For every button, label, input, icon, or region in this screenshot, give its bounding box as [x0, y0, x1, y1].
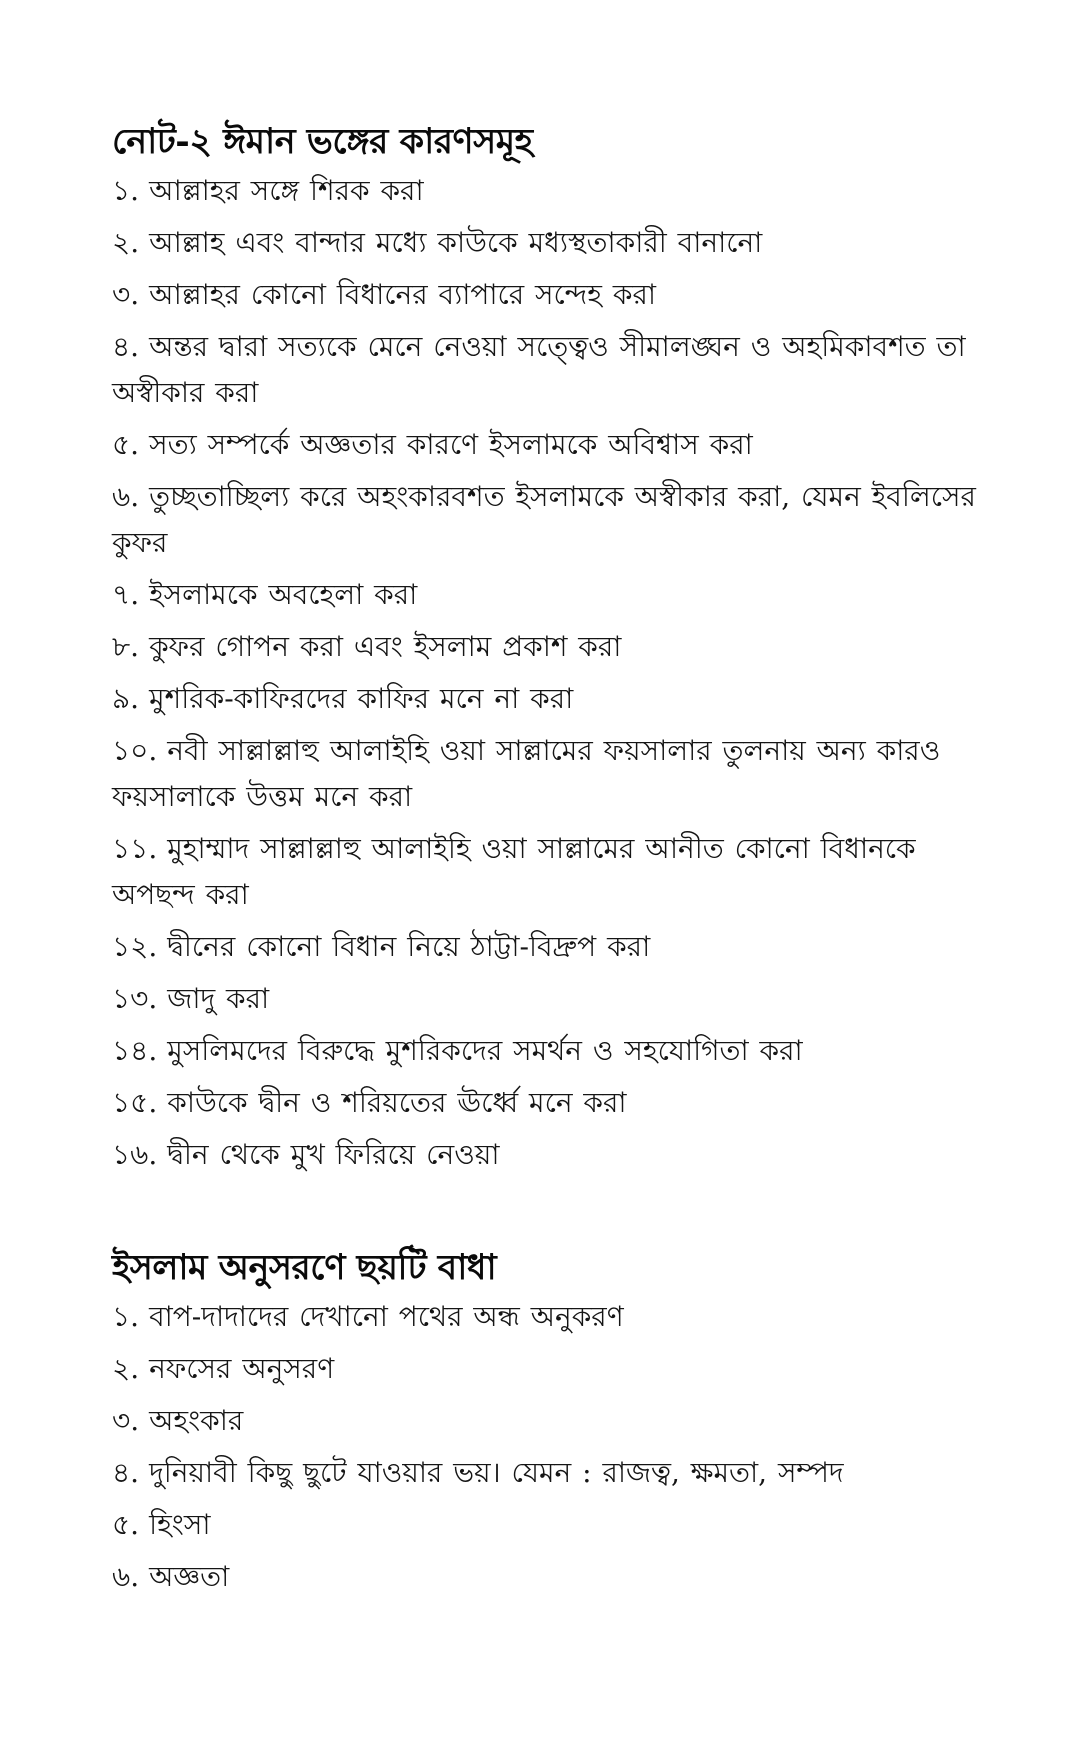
section-title-iman-nullifiers: নোট-২ ঈমান ভঙ্গের কারণসমূহ [112, 121, 533, 162]
item-text: ইসলামকে অবহেলা করা [149, 578, 418, 611]
item-text: অন্তর দ্বারা সত্যকে মেনে নেওয়া সত্ত্বেও সীমালঙ্ঘন ও অহমিকাবশত তা অস্বীকার করা [112, 330, 966, 409]
item-number: ৪. [112, 330, 140, 363]
item-text: অজ্ঞতা [149, 1560, 230, 1593]
item-number: ২. [112, 1352, 140, 1385]
item-number: ৩. [112, 278, 140, 311]
item-text: কাউকে দ্বীন ও শরিয়তের ঊর্ধ্বে মনে করা [167, 1086, 627, 1119]
item-text: মুহাম্মাদ সাল্লাল্লাহু আলাইহি ওয়া সাল্লামের আনীত কোনো বিধানকে অপছন্দ করা [112, 832, 916, 911]
item-text: হিংসা [149, 1508, 211, 1541]
list-item [112, 676, 990, 722]
list-item [112, 1080, 990, 1126]
list-item [112, 826, 990, 918]
item-text: নবী সাল্লাল্লাহু আলাইহি ওয়া সাল্লামের ফয়সালার তুলনায় অন্য কারও ফয়সালাকে উত্তম মনে করা [112, 734, 941, 813]
list-item [112, 474, 990, 566]
list-item [112, 1028, 990, 1074]
item-text: আল্লাহর সঙ্গে শিরক করা [149, 174, 424, 207]
item-number: ৬. [112, 480, 140, 513]
list-item [112, 924, 990, 970]
list-item [112, 1398, 990, 1444]
item-number: ২. [112, 226, 140, 259]
list-item [112, 1132, 990, 1178]
item-number: ৩. [112, 1404, 140, 1437]
list-item [112, 168, 990, 214]
list-item [112, 422, 990, 468]
item-number: ১৫. [112, 1086, 158, 1119]
item-number: ১. [112, 1300, 140, 1333]
item-number: ১১. [112, 832, 158, 865]
item-number: ৫. [112, 428, 140, 461]
item-number: ৯. [112, 682, 140, 715]
item-number: ১৩. [112, 982, 158, 1015]
list-item [112, 1502, 990, 1548]
item-number: ৭. [112, 578, 140, 611]
item-text: বাপ-দাদাদের দেখানো পথের অন্ধ অনুকরণ [149, 1300, 624, 1333]
item-text: আল্লাহর কোনো বিধানের ব্যাপারে সন্দেহ করা [149, 278, 656, 311]
item-number: ১৬. [112, 1138, 158, 1171]
item-number: ১. [112, 174, 140, 207]
list-item [112, 272, 990, 318]
list-item [112, 1294, 990, 1340]
list-item [112, 1554, 990, 1600]
item-number: ৬. [112, 1560, 140, 1593]
list-item [112, 728, 990, 820]
item-text: দ্বীন থেকে মুখ ফিরিয়ে নেওয়া [167, 1138, 500, 1171]
list-item [112, 572, 990, 618]
list-item [112, 324, 990, 416]
item-text: দুনিয়াবী কিছু ছুটে যাওয়ার ভয়। যেমন : রাজত্ব, ক্ষমতা, সম্পদ [149, 1456, 844, 1489]
item-number: ৮. [112, 630, 140, 663]
section-title-six-obstacles: ইসলাম অনুসরণে ছয়টি বাধা [112, 1247, 497, 1288]
list-item [112, 1346, 990, 1392]
iman-nullifiers-list [112, 168, 990, 1178]
list-item [112, 1450, 990, 1496]
item-text: আল্লাহ এবং বান্দার মধ্যে কাউকে মধ্যস্থতাকারী বানানো [149, 226, 763, 259]
item-number: ১৪. [112, 1034, 158, 1067]
item-text: সত্য সম্পর্কে অজ্ঞতার কারণে ইসলামকে অবিশ্বাস করা [149, 428, 753, 461]
item-text: নফসের অনুসরণ [149, 1352, 335, 1385]
item-text: জাদু করা [167, 982, 270, 1015]
item-text: দ্বীনের কোনো বিধান নিয়ে ঠাট্টা-বিদ্রুপ করা [167, 930, 651, 963]
six-obstacles-list [112, 1294, 990, 1600]
item-text: মুশরিক-কাফিরদের কাফির মনে না করা [149, 682, 574, 715]
item-number: ৪. [112, 1456, 140, 1489]
item-text: কুফর গোপন করা এবং ইসলাম প্রকাশ করা [149, 630, 622, 663]
item-text: তুচ্ছতাচ্ছিল্য করে অহংকারবশত ইসলামকে অস্বীকার করা, যেমন ইবলিসের কুফর [112, 480, 976, 559]
item-number: ৫. [112, 1508, 140, 1541]
item-text: অহংকার [149, 1404, 244, 1437]
list-item [112, 624, 990, 670]
item-text: মুসলিমদের বিরুদ্ধে মুশরিকদের সমর্থন ও সহযোগিতা করা [167, 1034, 803, 1067]
item-number: ১০. [112, 734, 158, 767]
section-gap [112, 1184, 990, 1244]
list-item [112, 976, 990, 1022]
item-number: ১২. [112, 930, 158, 963]
list-item [112, 220, 990, 266]
